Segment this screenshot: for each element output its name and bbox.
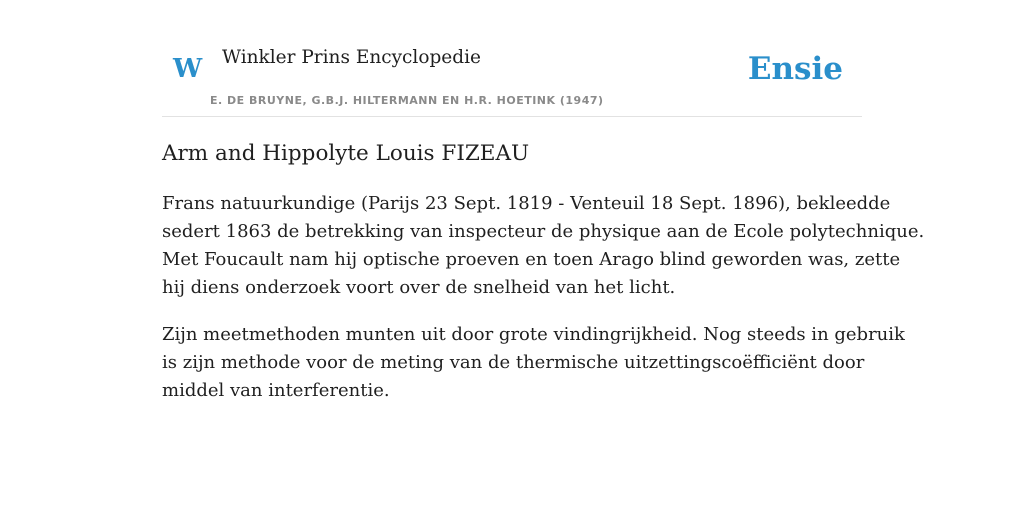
paragraph-line: Frans natuurkundige (Parijs 23 Sept. 1819 - Venteuil 18 Sept. 1896), bekleedde (162, 193, 891, 214)
publication-title[interactable]: Winkler Prins Encyclopedie (222, 47, 481, 68)
article-paragraph (162, 190, 925, 302)
paragraph-line: Zijn meetmethoden munten uit door grote vindingrijkheid. Nog steeds in gebruik (162, 324, 905, 345)
paragraph-line: sedert 1863 de betrekking van inspecteur de physique aan de Ecole polytechnique. (162, 221, 925, 242)
winkler-prins-logo[interactable]: W (173, 54, 203, 84)
paragraph-line: Met Foucault nam hij optische proeven en toen Arago blind geworden was, zette (162, 249, 901, 270)
article-paragraph (162, 321, 905, 405)
ensie-logo[interactable]: Ensie (747, 51, 843, 87)
paragraph-line: hij diens onderzoek voort over de snelheid van het licht. (162, 277, 676, 298)
paragraph-line: is zijn methode voor de meting van de thermische uitzettingscoëfficiënt door (162, 352, 865, 373)
encyclopedia-header (162, 0, 862, 117)
article (162, 138, 925, 405)
publication-authors: E. DE BRUYNE, G.B.J. HILTERMANN EN H.R. HOETINK (1947) (210, 94, 604, 107)
article-title: Arm and Hippolyte Louis FIZEAU (162, 141, 530, 166)
paragraph-line: middel van interferentie. (162, 380, 390, 401)
